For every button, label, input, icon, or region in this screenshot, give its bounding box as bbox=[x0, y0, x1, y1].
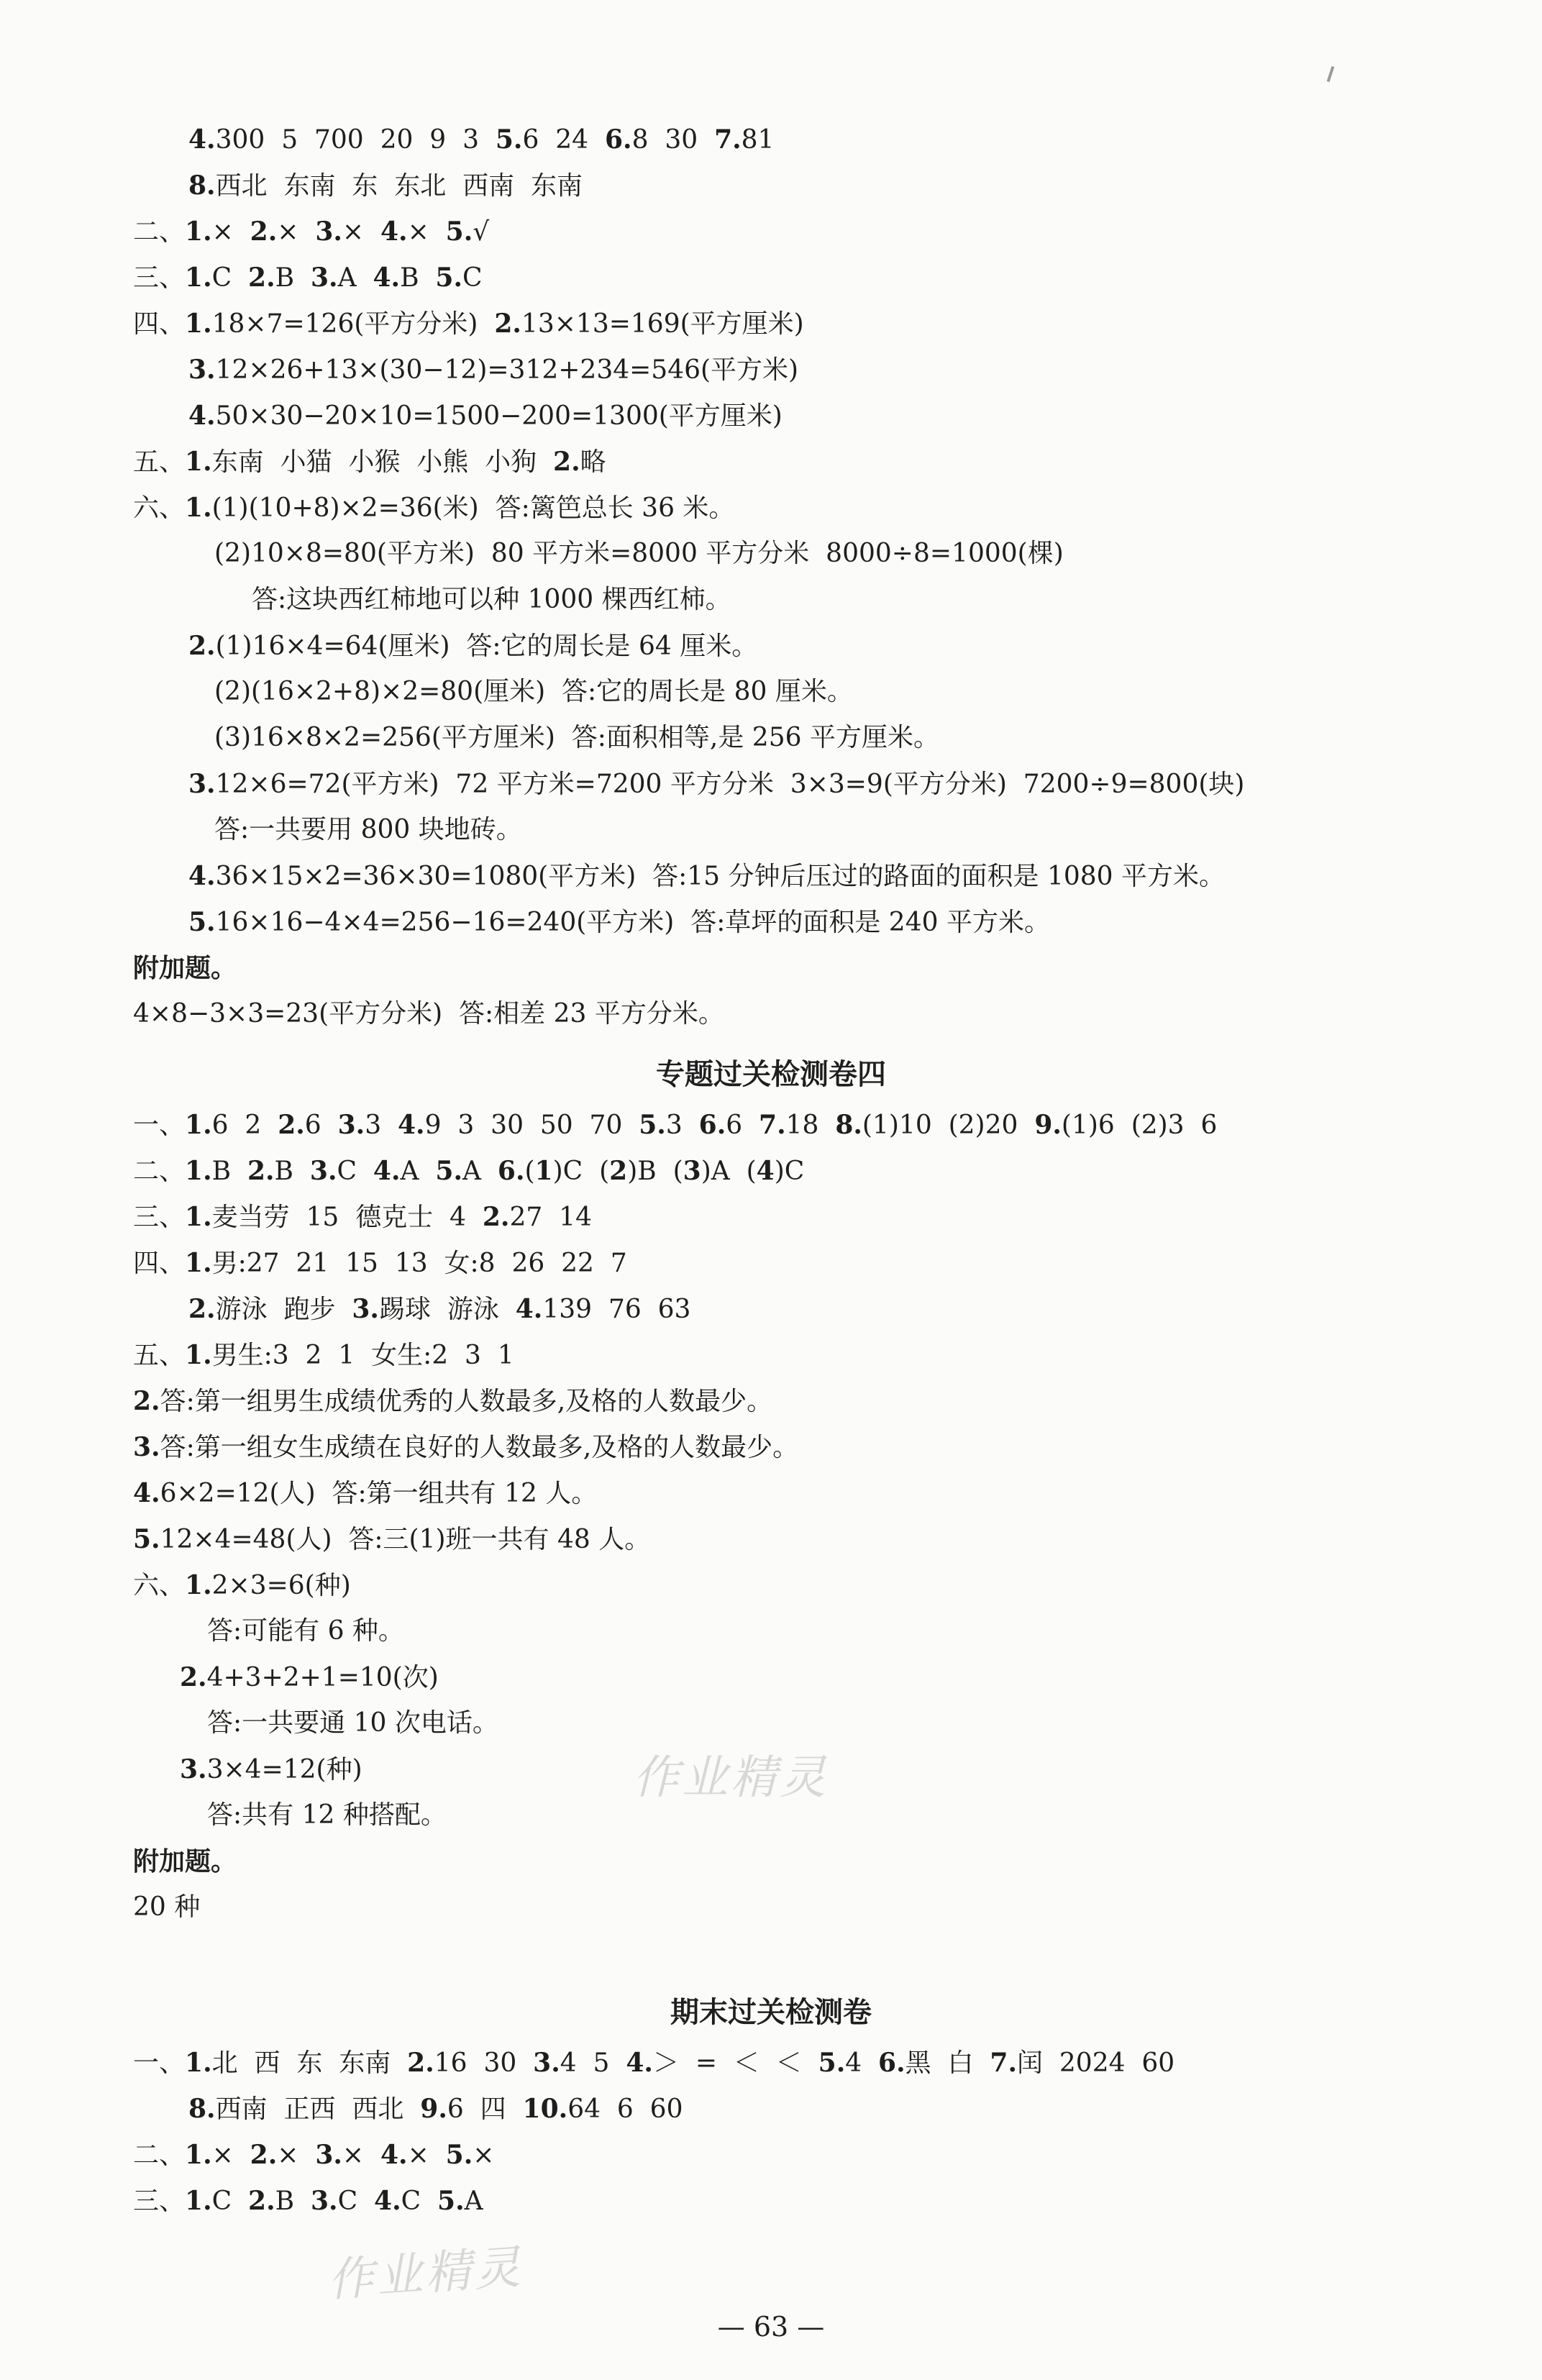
question-number: 3. bbox=[337, 1110, 365, 1140]
answer-text: 4×8−3×3=23(平方分米) 答:相差 23 平方分米。 bbox=[133, 999, 724, 1029]
answer-line bbox=[133, 1338, 514, 1373]
answer-line bbox=[214, 675, 853, 709]
answer-text: )C ( bbox=[552, 1157, 610, 1186]
answer-line bbox=[133, 1476, 597, 1511]
question-number: 7. bbox=[990, 2048, 1018, 2078]
answer-text: B bbox=[275, 2187, 311, 2216]
question-number: 4. bbox=[133, 1478, 160, 1508]
answer-text: B bbox=[274, 1157, 310, 1186]
answer-text: C bbox=[211, 2187, 249, 2216]
question-number: 2. bbox=[247, 1156, 275, 1186]
question-number: 1. bbox=[185, 2186, 212, 2216]
answer-text: C bbox=[337, 2187, 375, 2216]
answer-text: 答:一共要通 10 次电话。 bbox=[207, 1708, 498, 1738]
answer-text: 300 5 700 20 9 3 bbox=[215, 125, 496, 155]
question-number: 8. bbox=[188, 170, 216, 201]
answer-text: 二、 bbox=[133, 2140, 186, 2170]
answer-text: (2)10×8=80(平方米) 80 平方米=8000 平方分米 8000÷8=1000(棵) bbox=[214, 539, 1064, 568]
question-number: 4. bbox=[374, 2186, 401, 2216]
question-number: 4 bbox=[756, 1156, 775, 1186]
answer-text: C bbox=[337, 1157, 373, 1186]
question-number: 1 bbox=[534, 1156, 553, 1186]
question-number: 5. bbox=[435, 263, 462, 293]
answer-text: B bbox=[400, 263, 436, 293]
question-number: 3. bbox=[310, 2186, 338, 2216]
answer-text: 64 6 60 bbox=[567, 2094, 683, 2124]
answer-line bbox=[207, 1706, 498, 1741]
answer-line bbox=[188, 352, 798, 388]
scan-mark bbox=[1327, 66, 1335, 82]
answer-text: 3 bbox=[665, 1111, 699, 1140]
answer-text: × bbox=[277, 2140, 316, 2170]
answer-line bbox=[188, 122, 774, 158]
answer-text: 6×2=12(人) 答:第一组共有 12 人。 bbox=[160, 1479, 598, 1508]
answer-line bbox=[133, 306, 804, 342]
question-number: 5. bbox=[818, 2048, 846, 2078]
answer-text: ( bbox=[524, 1157, 535, 1186]
answer-text: 答:一共要用 800 块地砖。 bbox=[214, 815, 522, 844]
answer-line bbox=[180, 1752, 362, 1787]
answer-text: (3)16×8×2=256(平方厘米) 答:面积相等,是 256 平方厘米。 bbox=[214, 723, 939, 752]
answer-text: × bbox=[211, 2140, 250, 2170]
question-number: 4. bbox=[626, 2048, 653, 2078]
answer-line bbox=[133, 2184, 483, 2219]
answer-text: × bbox=[342, 2140, 380, 2170]
answer-text: 4+3+2+1=10(次) bbox=[206, 1663, 439, 1692]
question-number: 4. bbox=[397, 1110, 425, 1140]
answer-text: 三、 bbox=[133, 263, 186, 293]
question-number: 4. bbox=[188, 124, 216, 155]
answer-line bbox=[133, 1430, 798, 1465]
answer-text: 4 bbox=[845, 2048, 879, 2078]
answer-line bbox=[188, 2092, 683, 2127]
answer-line bbox=[133, 2046, 1174, 2081]
answer-text: A bbox=[464, 2187, 483, 2216]
question-number: 3. bbox=[310, 263, 338, 293]
question-number: 1. bbox=[185, 1340, 212, 1370]
answer-text: 答:第一组女生成绩在良好的人数最多,及格的人数最少。 bbox=[160, 1433, 799, 1462]
answer-text: 一、 bbox=[133, 2048, 186, 2078]
answer-text: A bbox=[462, 1157, 498, 1186]
answer-line bbox=[207, 1614, 404, 1649]
question-number: 2. bbox=[278, 1110, 305, 1140]
question-number: 附加题。 bbox=[133, 1846, 237, 1877]
question-number: 1. bbox=[185, 447, 212, 477]
question-number: 2. bbox=[248, 2186, 275, 2216]
question-number: 4. bbox=[188, 401, 216, 431]
answer-text: 答:共有 12 种搭配。 bbox=[207, 1800, 447, 1830]
answer-line bbox=[133, 1246, 627, 1281]
answer-text: × bbox=[211, 217, 250, 247]
question-number: 2. bbox=[494, 309, 521, 339]
watermark-bottom: 作业精灵 bbox=[326, 2240, 525, 2308]
answer-text: 东南 小猫 小猴 小熊 小狗 bbox=[211, 447, 554, 477]
answer-line bbox=[133, 1568, 351, 1603]
answer-text: 西南 正西 西北 bbox=[215, 2094, 421, 2124]
answer-text: 六、 bbox=[133, 493, 186, 523]
answer-text: 答:第一组男生成绩优秀的人数最多,及格的人数最少。 bbox=[160, 1387, 773, 1416]
answer-text: 五、 bbox=[133, 1341, 186, 1370]
answer-text: 9 3 30 50 70 bbox=[424, 1111, 639, 1140]
question-number: 5. bbox=[435, 1156, 462, 1186]
answer-line bbox=[188, 168, 583, 204]
question-number: 1. bbox=[185, 1570, 212, 1600]
question-number: 附加题。 bbox=[133, 953, 237, 983]
answer-line bbox=[188, 767, 1244, 802]
answer-text: 四、 bbox=[133, 1249, 186, 1278]
question-number: 1. bbox=[185, 309, 212, 339]
question-number: 3. bbox=[133, 1432, 160, 1462]
answer-text: 12×4=48(人) 答:三(1)班一共有 48 人。 bbox=[160, 1525, 651, 1554]
question-number: 2 bbox=[609, 1156, 628, 1186]
answer-text: 五、 bbox=[133, 447, 186, 477]
answer-text: C bbox=[401, 2187, 438, 2216]
answer-text: (1)16×4=64(厘米) 答:它的周长是 64 厘米。 bbox=[215, 632, 758, 661]
answer-text: 答:可能有 6 种。 bbox=[207, 1616, 404, 1646]
section-heading-final-test: 期末过关检测卷 bbox=[670, 1995, 872, 2029]
answer-text: 二、 bbox=[133, 1157, 186, 1186]
question-number: 5. bbox=[133, 1524, 160, 1554]
question-number: 8. bbox=[835, 1110, 862, 1140]
answer-line bbox=[133, 1844, 237, 1879]
answer-text: 2×3=6(种) bbox=[211, 1571, 351, 1600]
question-number: 2. bbox=[133, 1386, 160, 1416]
question-number: 2. bbox=[553, 447, 580, 477]
question-number: 1. bbox=[185, 1248, 212, 1278]
answer-text: 3 bbox=[365, 1111, 398, 1140]
question-number: 2. bbox=[250, 216, 278, 247]
answer-text: 游泳 跑步 bbox=[215, 1295, 352, 1324]
answer-text: 27 14 bbox=[509, 1203, 592, 1232]
answer-text: A bbox=[337, 263, 373, 293]
question-number: 1. bbox=[185, 493, 212, 523]
answer-line bbox=[133, 214, 489, 250]
answer-text: × bbox=[473, 2140, 495, 2170]
question-number: 1. bbox=[185, 1110, 212, 1140]
answer-line bbox=[133, 491, 734, 526]
answer-text: (1)10 (2)20 bbox=[862, 1111, 1035, 1140]
answer-line bbox=[133, 2138, 494, 2173]
answer-text: 4 5 bbox=[560, 2048, 626, 2078]
question-number: 4. bbox=[188, 861, 216, 891]
answer-text: 闰 2024 60 bbox=[1017, 2048, 1175, 2078]
answer-text: 略 bbox=[580, 447, 606, 477]
question-number: 3. bbox=[180, 1754, 207, 1784]
answer-text: × bbox=[277, 217, 316, 247]
question-number: 2. bbox=[407, 2048, 434, 2078]
answer-line bbox=[133, 1384, 772, 1419]
question-number: 3. bbox=[309, 1156, 337, 1186]
answer-text: 踢球 游泳 bbox=[378, 1295, 516, 1324]
answer-text: 男:27 21 15 13 女:8 26 22 7 bbox=[211, 1249, 627, 1278]
answer-line bbox=[133, 951, 237, 986]
answer-line bbox=[133, 1200, 592, 1235]
question-number: 3. bbox=[188, 769, 216, 799]
question-number: 6. bbox=[878, 2048, 905, 2078]
question-number: 2. bbox=[248, 263, 275, 293]
answer-text: 3×4=12(种) bbox=[206, 1755, 362, 1784]
question-number: 5. bbox=[188, 907, 216, 937]
answer-text: 一、 bbox=[133, 1111, 186, 1140]
answer-text: 西北 东南 东 东北 西南 东南 bbox=[215, 171, 583, 201]
question-number: 5. bbox=[445, 2140, 473, 2170]
question-number: 1. bbox=[185, 2048, 212, 2078]
question-number: 1. bbox=[185, 1156, 212, 1186]
question-number: 1. bbox=[185, 1202, 212, 1232]
question-number: 3. bbox=[315, 216, 342, 247]
watermark-mid: 作业精灵 bbox=[633, 1751, 829, 1805]
answer-text: × bbox=[407, 2140, 446, 2170]
answer-text: (2)(16×2+8)×2=80(厘米) 答:它的周长是 80 厘米。 bbox=[214, 677, 853, 706]
answer-line bbox=[133, 1154, 804, 1189]
answer-line bbox=[188, 859, 1225, 894]
question-number: 3. bbox=[315, 2140, 342, 2170]
question-number: 3 bbox=[683, 1156, 701, 1186]
question-number: 9. bbox=[1034, 1110, 1062, 1140]
answer-text: 三、 bbox=[133, 2187, 186, 2216]
answer-text: 二、 bbox=[133, 217, 186, 247]
question-number: 9. bbox=[420, 2094, 447, 2124]
answer-text: )B ( bbox=[627, 1157, 683, 1186]
answer-text: B bbox=[275, 263, 311, 293]
question-number: 2. bbox=[188, 631, 216, 661]
answer-text: 8 30 bbox=[631, 125, 715, 155]
section-heading-special-test-4: 专题过关检测卷四 bbox=[656, 1057, 886, 1091]
answer-text: 男生:3 2 1 女生:2 3 1 bbox=[211, 1341, 514, 1370]
question-number: 2. bbox=[180, 1662, 207, 1692]
question-number: 6. bbox=[497, 1156, 525, 1186]
answer-line bbox=[133, 1108, 1217, 1143]
answer-text: √ bbox=[473, 217, 490, 247]
question-number: 2. bbox=[188, 1294, 216, 1324]
answer-text: )A ( bbox=[701, 1157, 757, 1186]
question-number: 1. bbox=[185, 216, 212, 247]
answer-text: A bbox=[400, 1157, 436, 1186]
question-number: 4. bbox=[515, 1294, 543, 1324]
question-number: 10. bbox=[522, 2094, 568, 2124]
answer-text: 12×26+13×(30−12)=312+234=546(平方米) bbox=[215, 355, 799, 385]
answer-line bbox=[207, 1798, 447, 1833]
question-number: 2. bbox=[250, 2140, 278, 2170]
answer-text: 6 四 bbox=[447, 2094, 523, 2124]
answer-text: 139 76 63 bbox=[542, 1295, 691, 1324]
answer-text: 六、 bbox=[133, 1571, 186, 1600]
question-number: 4. bbox=[380, 2140, 408, 2170]
question-number: 3. bbox=[188, 355, 216, 385]
answer-text: B bbox=[211, 1157, 247, 1186]
question-number: 4. bbox=[373, 263, 401, 293]
answer-line bbox=[133, 444, 606, 480]
answer-line bbox=[133, 997, 724, 1031]
answer-text: 四、 bbox=[133, 309, 186, 339]
question-number: 8. bbox=[188, 2094, 216, 2124]
answer-line bbox=[133, 260, 483, 296]
question-number: 5. bbox=[437, 2186, 465, 2216]
answer-line bbox=[214, 813, 522, 847]
answer-text: (1)6 (2)3 6 bbox=[1061, 1111, 1218, 1140]
question-number: 2. bbox=[482, 1202, 510, 1232]
answer-text: ＞ = ＜ ＜ bbox=[652, 2048, 818, 2078]
answer-text: 36×15×2=36×30=1080(平方米) 答:15 分钟后压过的路面的面积是 1080 平方米。 bbox=[215, 862, 1226, 891]
question-number: 4. bbox=[373, 1156, 401, 1186]
question-number: 3. bbox=[533, 2048, 560, 2078]
answer-text: 答:这块西红柿地可以种 1000 棵西红柿。 bbox=[252, 585, 731, 614]
answer-text: 81 bbox=[741, 125, 775, 155]
answer-text: 6 bbox=[304, 1111, 338, 1140]
answer-text: 50×30−20×10=1500−200=1300(平方厘米) bbox=[215, 401, 783, 431]
answer-line bbox=[133, 1522, 650, 1557]
question-number: 6. bbox=[604, 124, 632, 155]
answer-text: 三、 bbox=[133, 1203, 186, 1232]
question-number: 3. bbox=[352, 1294, 379, 1324]
question-number: 7. bbox=[759, 1110, 786, 1140]
answer-text: × bbox=[407, 217, 446, 247]
question-number: 5. bbox=[445, 216, 473, 247]
answer-line bbox=[188, 1292, 690, 1327]
question-number: 1. bbox=[185, 263, 212, 293]
answer-text: 6 bbox=[726, 1111, 759, 1140]
answer-text: 6 2 bbox=[211, 1111, 278, 1140]
question-number: 4. bbox=[380, 216, 408, 247]
answer-text: 北 西 东 东南 bbox=[211, 2048, 408, 2078]
answer-line bbox=[188, 905, 1050, 940]
answer-text: 12×6=72(平方米) 72 平方米=7200 平方分米 3×3=9(平方分米) 7200÷9=800(块) bbox=[215, 770, 1245, 799]
answer-line bbox=[188, 398, 783, 434]
answer-text: × bbox=[342, 217, 380, 247]
answer-text: (1)(10+8)×2=36(米) 答:篱笆总长 36 米。 bbox=[211, 493, 735, 523]
question-number: 1. bbox=[185, 2140, 212, 2170]
answer-line bbox=[188, 629, 757, 664]
question-number: 7. bbox=[714, 124, 742, 155]
answer-line bbox=[180, 1660, 439, 1695]
answer-text: 13×13=169(平方厘米) bbox=[521, 309, 804, 339]
answer-line bbox=[214, 537, 1064, 571]
answer-text: 16 30 bbox=[434, 2048, 534, 2078]
answer-text: 18 bbox=[785, 1111, 836, 1140]
answer-text: 6 24 bbox=[522, 125, 605, 155]
answer-text: 20 种 bbox=[133, 1892, 201, 1922]
question-number: 5. bbox=[639, 1110, 666, 1140]
answer-text: 黑 白 bbox=[905, 2048, 990, 2078]
answer-text: 麦当劳 15 德克士 4 bbox=[211, 1203, 483, 1232]
answer-line bbox=[133, 1890, 200, 1925]
page-number: — 63 — bbox=[717, 2311, 825, 2343]
answer-text: 18×7=126(平方分米) bbox=[211, 309, 495, 339]
question-number: 5. bbox=[495, 124, 523, 155]
answer-line bbox=[252, 583, 731, 617]
answer-text: C bbox=[211, 263, 249, 293]
answer-line bbox=[214, 721, 939, 755]
answer-text: )C bbox=[774, 1157, 805, 1186]
question-number: 6. bbox=[698, 1110, 726, 1140]
answer-text: 16×16−4×4=256−16=240(平方米) 答:草坪的面积是 240 平方米。 bbox=[215, 908, 1050, 937]
answer-text: C bbox=[462, 263, 483, 293]
